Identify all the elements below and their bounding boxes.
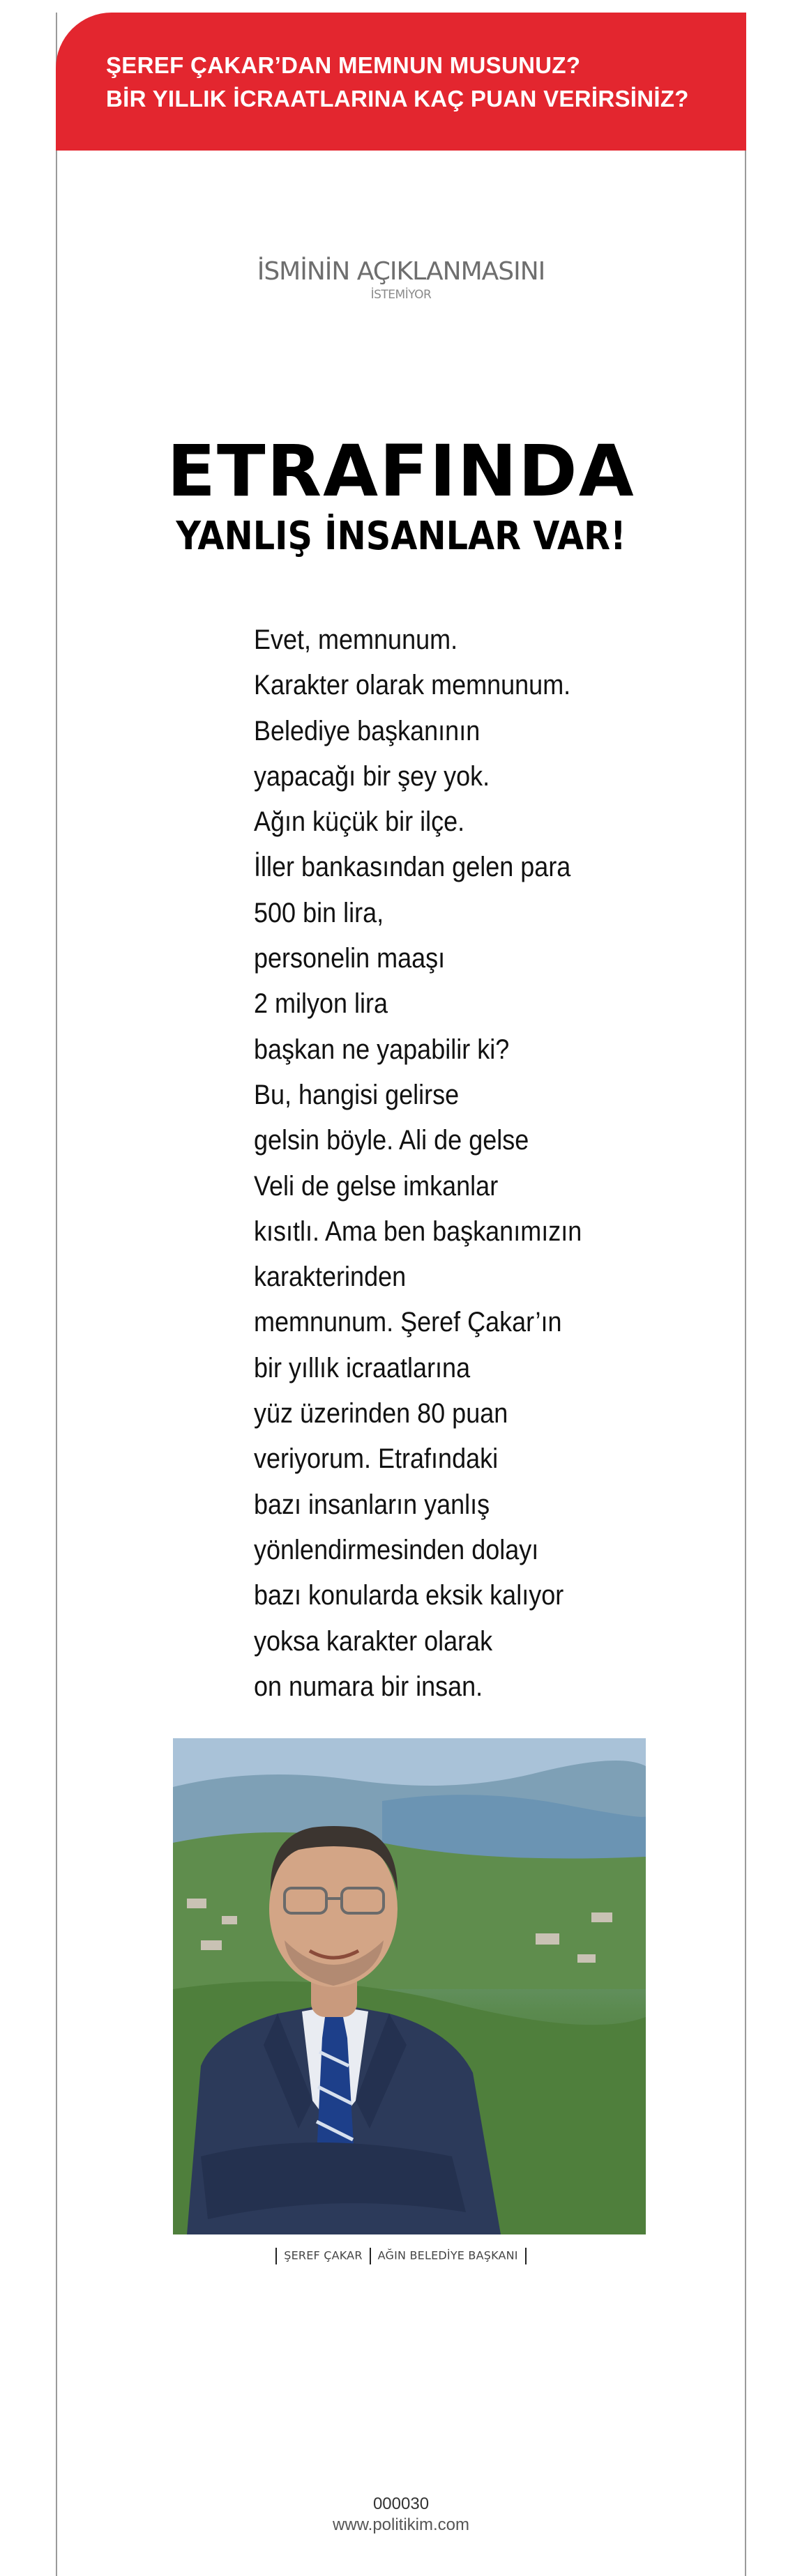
article-body-line: yönlendirmesinden dolayı: [254, 1534, 539, 1565]
article-body-line: bazı konularda eksik kalıyor: [254, 1580, 564, 1611]
article-body-line: bir yıllık icraatlarına: [254, 1352, 471, 1383]
newspaper-page: [56, 13, 746, 2576]
article-body-line: yapacağı bir şey yok.: [254, 760, 490, 792]
interviewee-label: [57, 256, 745, 302]
caption-person-title: AĞIN BELEDİYE BAŞKANI: [377, 2248, 518, 2262]
website-url: www.politikim.com: [332, 2515, 470, 2534]
article-body-line: gelsin böyle. Ali de gelse: [254, 1125, 529, 1156]
caption-divider-middle: [370, 2248, 371, 2264]
banner-question-line-1: ŞEREF ÇAKAR’DAN MEMNUN MUSUNUZ?: [106, 52, 581, 78]
article-body-line: başkan ne yapabilir ki?: [254, 1034, 510, 1065]
page-footer: [57, 2494, 745, 2536]
article-body-line: Ağın küçük bir ilçe.: [254, 806, 465, 838]
banner-question-line-2: BİR YILLIK İCRAATLARINA KAÇ PUAN VERİRSİNİZ?: [106, 86, 689, 112]
article-body-line: memnunum. Şeref Çakar’ın: [254, 1307, 562, 1338]
article-body-line: veriyorum. Etrafındaki: [254, 1443, 499, 1475]
article-body-line: Bu, hangisi gelirse: [254, 1079, 460, 1110]
article-body-line: Belediye başkanının: [254, 715, 481, 746]
article-body-line: yüz üzerinden 80 puan: [254, 1398, 508, 1429]
article-body-line: bazı insanların yanlış: [254, 1489, 490, 1520]
article-body-line: personelin maaşı: [254, 943, 446, 974]
caption-divider-right: [525, 2248, 527, 2264]
headline-sub: YANLIŞ İNSANLAR VAR!: [176, 514, 626, 559]
interviewee-note: İSTEMİYOR: [370, 288, 432, 302]
article-body-line: Evet, memnunum.: [254, 624, 458, 655]
article-body-line: karakterinden: [254, 1262, 407, 1293]
article-body-line: Karakter olarak memnunum.: [254, 670, 571, 701]
portrait-photo-icon: [173, 1738, 646, 2234]
page-code: 000030: [372, 2494, 430, 2513]
article-body-line: 500 bin lira,: [254, 897, 384, 928]
article-body-line: on numara bir insan.: [254, 1671, 483, 1702]
article-body-line: kısıtlı. Ama ben başkanımızın: [254, 1216, 582, 1247]
article-body-line: Veli de gelse imkanlar: [254, 1170, 499, 1202]
article-body: [254, 618, 700, 1710]
interviewee-name: İSMİNİN AÇIKLANMASINI: [257, 257, 545, 286]
photo-caption: [57, 2247, 745, 2264]
article-body-line: yoksa karakter olarak: [254, 1625, 493, 1657]
article-body-line: 2 milyon lira: [254, 988, 388, 1020]
article-body-line: İller bankasından gelen para: [254, 852, 571, 883]
caption-person-name: ŞEREF ÇAKAR: [284, 2248, 363, 2262]
article-headline: [57, 431, 745, 560]
question-banner: [56, 13, 746, 151]
headline-main: ETRAFINDA: [167, 430, 635, 513]
portrait-photo: [173, 1738, 646, 2234]
caption-divider-left: [275, 2248, 277, 2264]
